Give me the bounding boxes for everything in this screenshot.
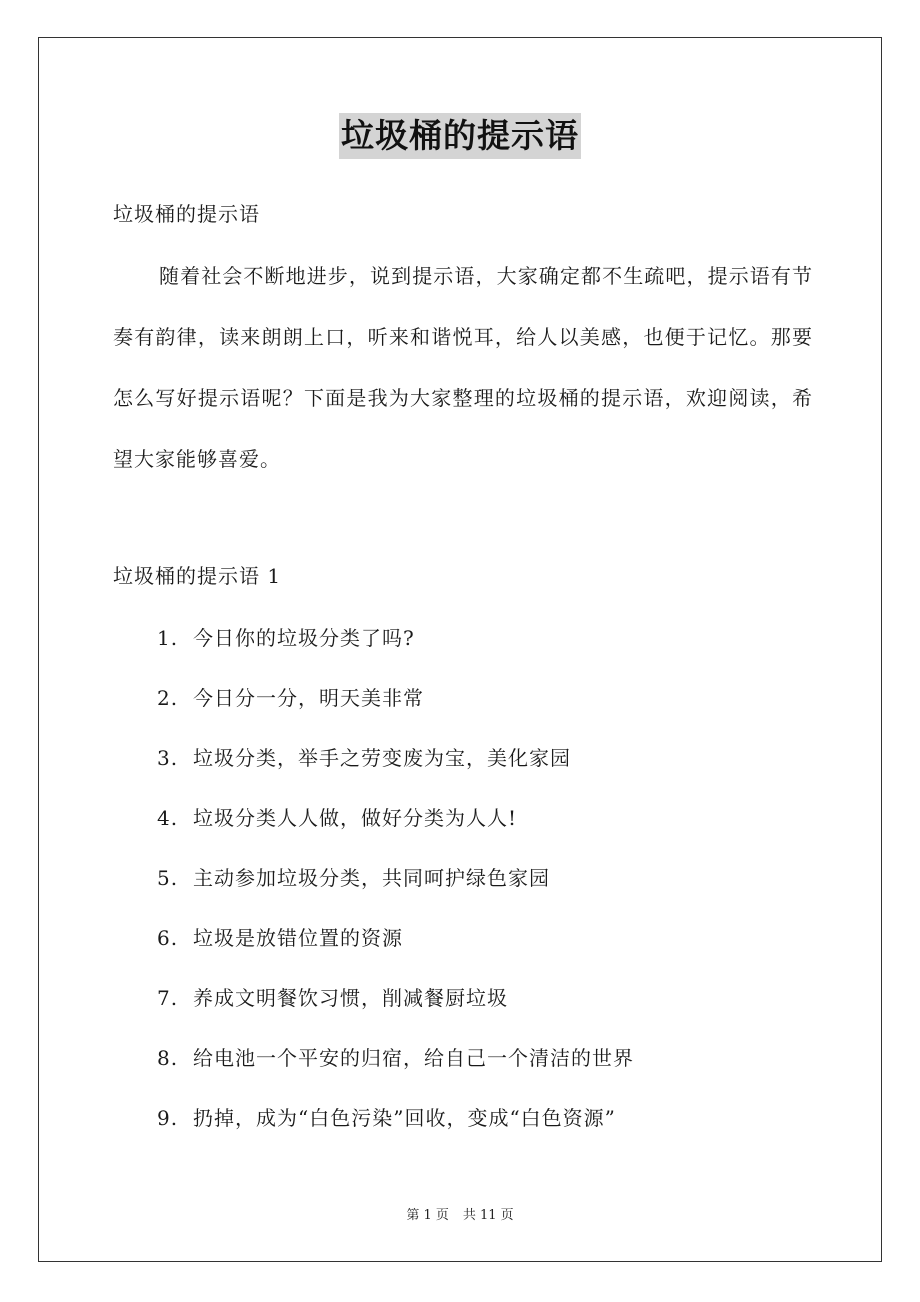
list-item-text: 给电池一个平安的归宿，给自己一个清洁的世界 bbox=[193, 1046, 634, 1070]
list-item-number: 2. bbox=[157, 686, 179, 710]
document-subtitle: 垃圾桶的提示语 bbox=[113, 202, 260, 226]
tips-list bbox=[157, 620, 634, 1160]
list-item-text: 扔掉，成为“白色污染”回收，变成“白色资源” bbox=[193, 1106, 616, 1130]
list-item bbox=[157, 740, 634, 800]
list-item bbox=[157, 620, 634, 680]
list-item-number: 3. bbox=[157, 746, 179, 770]
list-item bbox=[157, 680, 634, 740]
page-footer bbox=[0, 1206, 920, 1226]
list-item-text: 垃圾分类人人做，做好分类为人人! bbox=[193, 806, 518, 830]
list-item bbox=[157, 1100, 634, 1160]
list-item-number: 1. bbox=[157, 626, 179, 650]
list-item-text: 垃圾是放错位置的资源 bbox=[193, 926, 403, 950]
list-item bbox=[157, 980, 634, 1040]
list-item bbox=[157, 800, 634, 860]
list-item-number: 6. bbox=[157, 926, 179, 950]
list-item-number: 8. bbox=[157, 1046, 179, 1070]
list-item-text: 养成文明餐饮习惯，削减餐厨垃圾 bbox=[193, 986, 508, 1010]
list-item-text: 垃圾分类，举手之劳变废为宝，美化家园 bbox=[193, 746, 571, 770]
intro-paragraph: 随着社会不断地进步，说到提示语，大家确定都不生疏吧，提示语有节奏有韵律，读来朗朗上口，听来和谐悦耳，给人以美感，也便于记忆。那要怎么写好提示语呢？下面是我为大家整理的垃圾桶的提示语，欢迎阅读，希望大家能够喜爱。 bbox=[113, 264, 813, 471]
section-heading: 垃圾桶的提示语 1 bbox=[113, 564, 282, 588]
list-item bbox=[157, 920, 634, 980]
list-item-number: 9. bbox=[157, 1106, 179, 1130]
page-total: 共 11 页 bbox=[462, 1208, 514, 1223]
title-container bbox=[0, 113, 920, 159]
list-item-text: 今日分一分，明天美非常 bbox=[193, 686, 424, 710]
list-item-text: 主动参加垃圾分类，共同呵护绿色家园 bbox=[193, 866, 550, 890]
list-item bbox=[157, 860, 634, 920]
page-number: 第 1 页 bbox=[406, 1208, 449, 1223]
list-item-number: 5. bbox=[157, 866, 179, 890]
list-item-number: 7. bbox=[157, 986, 179, 1010]
list-item-number: 4. bbox=[157, 806, 179, 830]
list-item bbox=[157, 1040, 634, 1100]
document-title: 垃圾桶的提示语 bbox=[339, 113, 581, 159]
list-item-text: 今日你的垃圾分类了吗? bbox=[193, 626, 415, 650]
